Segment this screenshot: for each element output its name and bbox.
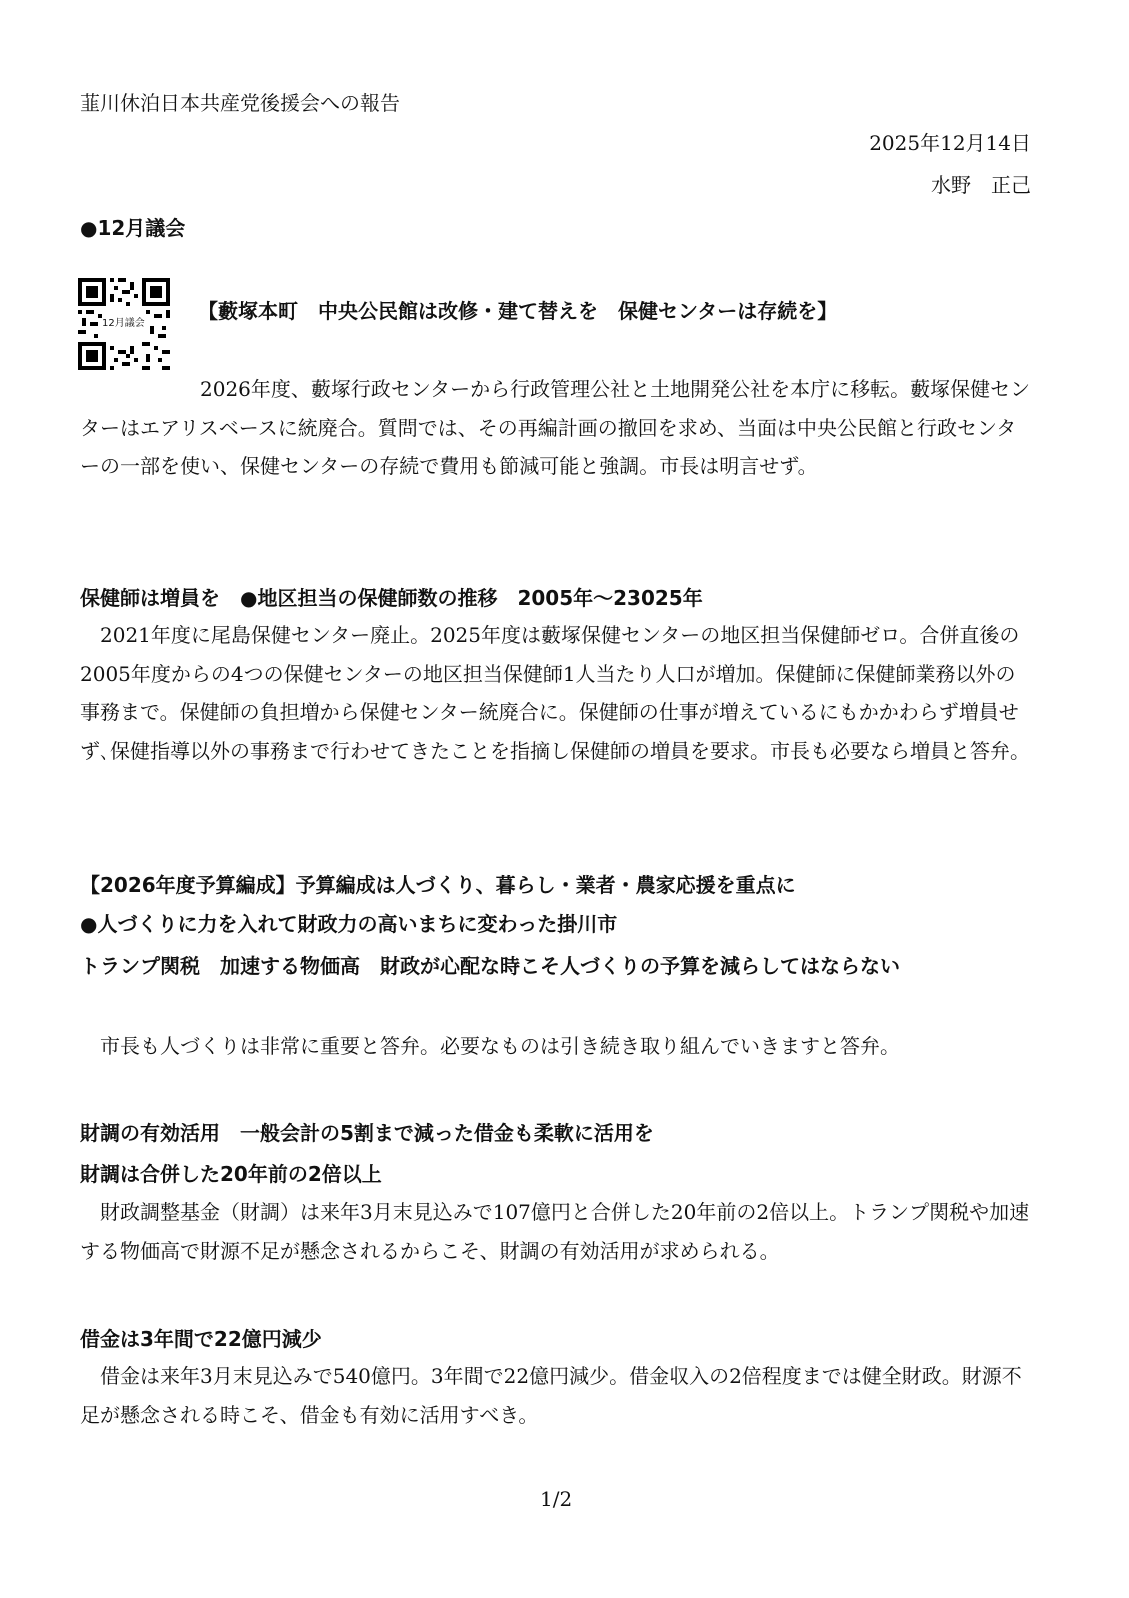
heading-public-health-nurses: 保健師は増員を ●地区担当の保健師数の推移 2005年〜23025年	[80, 586, 703, 610]
paragraph-debt: 借金は来年3月末見込みで540億円。3年間で22億円減少。借金収入の2倍程度までは健全財政。財源不足が懸念される時こそ、借金も有効に活用すべき。	[80, 1364, 1022, 1427]
paragraph-public-health-nurses: 2021年度に尾島保健センター廃止。2025年度は藪塚保健センターの地区担当保健師ゼロ。合併直後の2005年度からの4つの保健センターの地区担当保健師1人当たり人口が増加。保健師に保健師業務以外の事務まで。保健師の負担増から保健センター統廃合に。保健師の仕事が増えているにもかかわらず増員せず､保健指導以外の事務まで行わせてきたことを指摘し保健師の増員を要求。市長も必要なら増員と答弁。	[80, 623, 1030, 763]
heading-trump-tariffs: トランプ関税 加速する物価高 財政が心配な時こそ人づくりの予算を減らしてはならない	[80, 954, 900, 978]
paragraph-fiscal-fund: 財政調整基金（財調）は来年3月末見込みで107億円と合併した20年前の2倍以上。トランプ関税や加速する物価高で財源不足が懸念されるからこそ、財調の有効活用が求められる。	[80, 1200, 1030, 1263]
report-author: 水野 正己	[931, 173, 1031, 197]
heading-debt-reduction: 借金は3年間で22億円減少	[80, 1327, 322, 1351]
heading-kakegawa: ●人づくりに力を入れて財政力の高いまちに変わった掛川市	[80, 912, 618, 936]
page-number: 1/2	[540, 1487, 573, 1511]
report-date: 2025年12月14日	[869, 131, 1031, 155]
section-heading-december-assembly: ●12月議会	[80, 216, 186, 240]
report-title: 韮川休泊日本共産党後援会への報告	[80, 91, 400, 115]
heading-fiscal-fund-doubled: 財調は合併した20年前の2倍以上	[80, 1162, 382, 1186]
paragraph-yabuzuka: 2026年度、藪塚行政センターから行政管理公社と土地開発公社を本庁に移転。藪塚保健センターはエアリスベースに統廃合。質問では、その再編計画の撤回を求め、当面は中央公民館と行政センターの一部を使い、保健センターの存続で費用も節減可能と強調。市長は明言せず。	[80, 377, 1031, 478]
qr-code-label: 12月議会	[102, 318, 145, 329]
paragraph-mayor-answer: 市長も人づくりは非常に重要と答弁。必要なものは引き続き取り組んでいきますと答弁。	[80, 1034, 900, 1058]
heading-budget-2026: 【2026年度予算編成】予算編成は人づくり、暮らし・業者・農家応援を重点に	[80, 873, 796, 897]
qr-code-icon[interactable]	[78, 278, 170, 370]
heading-fiscal-fund: 財調の有効活用 一般会計の5割まで減った借金も柔軟に活用を	[80, 1121, 654, 1145]
headline-yabuzuka: 【藪塚本町 中央公民館は改修・建て替えを 保健センターは存続を】	[198, 299, 838, 323]
